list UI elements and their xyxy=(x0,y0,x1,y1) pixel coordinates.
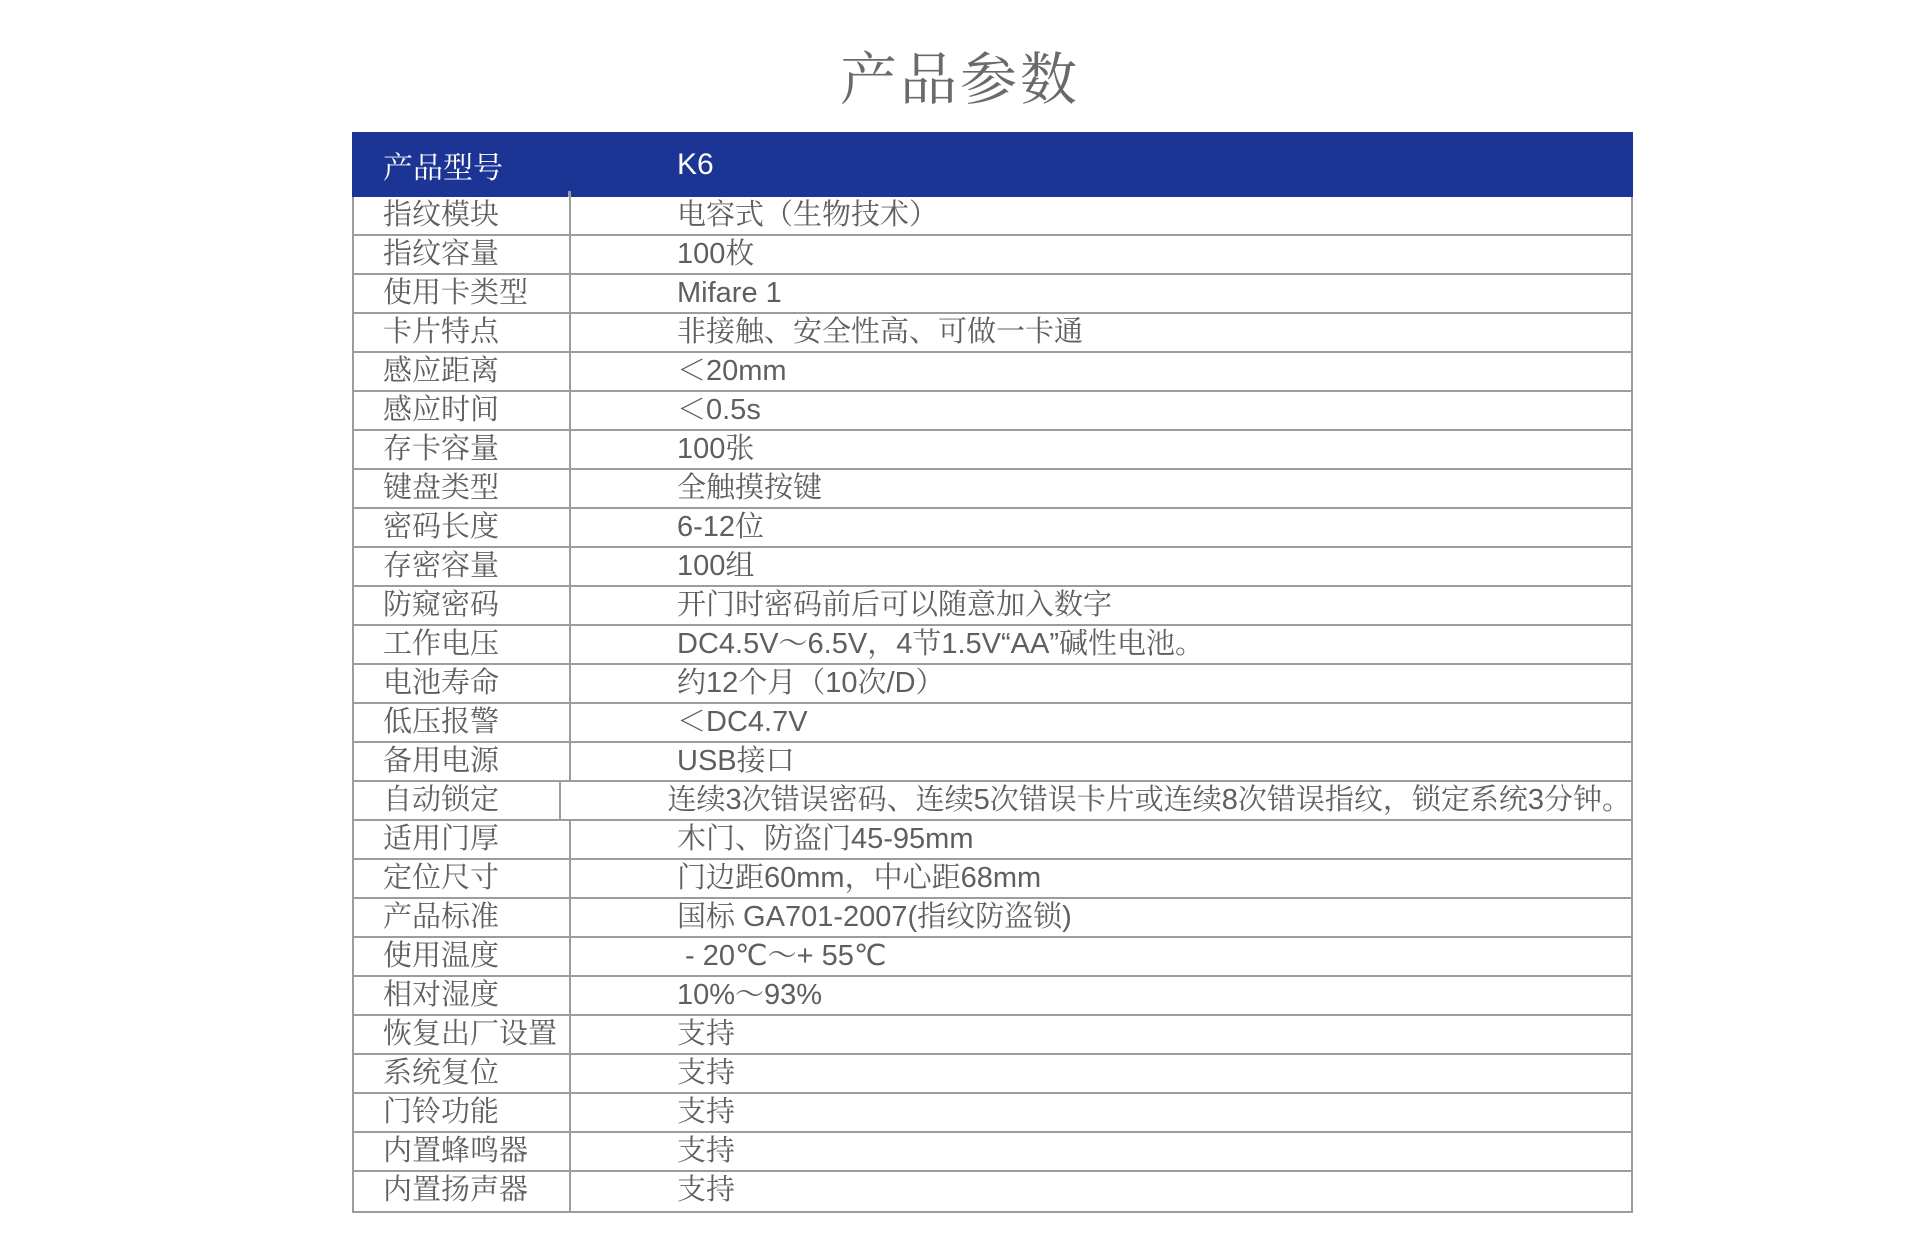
row-value: 6-12位 xyxy=(569,509,1631,546)
table-row xyxy=(354,938,1631,977)
row-value: 全触摸按键 xyxy=(569,470,1631,507)
row-value: 电容式（生物技术） xyxy=(569,197,1631,234)
row-label: 门铃功能 xyxy=(383,1096,500,1128)
table-row xyxy=(354,470,1631,509)
row-label: 防窥密码 xyxy=(383,589,500,621)
row-value: 连续3次错误密码、连续5次错误卡片或连续8次错误指纹，锁定系统3分钟。 xyxy=(559,782,1631,819)
column-divider-tick xyxy=(568,191,571,197)
table-body xyxy=(352,197,1633,1213)
row-value: 支持 xyxy=(569,1016,1631,1053)
row-label: 内置扬声器 xyxy=(383,1174,529,1206)
table-row xyxy=(354,860,1631,899)
row-value: 100张 xyxy=(569,431,1631,468)
header-model-value: K6 xyxy=(677,147,714,181)
row-label: 内置蜂鸣器 xyxy=(383,1135,529,1167)
table-row xyxy=(354,548,1631,587)
row-value: ＜20mm xyxy=(569,353,1631,390)
row-label: 备用电源 xyxy=(383,745,500,777)
row-value: 开门时密码前后可以随意加入数字 xyxy=(569,587,1631,624)
row-value: 100组 xyxy=(569,548,1631,585)
table-row xyxy=(354,626,1631,665)
row-value: 非接触、安全性高、可做一卡通 xyxy=(569,314,1631,351)
row-label: 系统复位 xyxy=(383,1057,500,1089)
row-value: 支持 xyxy=(569,1133,1631,1170)
row-label: 相对湿度 xyxy=(383,979,500,1011)
table-row xyxy=(354,314,1631,353)
row-label: 使用卡类型 xyxy=(383,277,529,309)
table-row xyxy=(354,1133,1631,1172)
row-value: 木门、防盗门45-95mm xyxy=(569,821,1631,858)
row-label: 指纹容量 xyxy=(383,238,500,270)
row-value: 100枚 xyxy=(569,236,1631,273)
table-row xyxy=(354,1055,1631,1094)
row-label: 存卡容量 xyxy=(383,433,500,465)
row-label: 适用门厚 xyxy=(383,823,500,855)
table-row xyxy=(354,509,1631,548)
row-value: ＜DC4.7V xyxy=(569,704,1631,741)
table-row xyxy=(354,743,1631,782)
row-value: ＜0.5s xyxy=(569,392,1631,429)
product-spec-table xyxy=(352,132,1633,1213)
table-header-row xyxy=(352,132,1633,197)
table-row xyxy=(354,236,1631,275)
row-label: 键盘类型 xyxy=(383,472,500,504)
table-row xyxy=(354,587,1631,626)
row-value: 国标 GA701-2007(指纹防盗锁) xyxy=(569,899,1631,936)
row-value: - 20℃～+ 55℃ xyxy=(569,938,1631,975)
header-model-label: 产品型号 xyxy=(383,151,503,185)
table-row xyxy=(354,782,1631,821)
row-label: 低压报警 xyxy=(383,706,500,738)
table-row xyxy=(354,977,1631,1016)
table-row xyxy=(354,899,1631,938)
table-row xyxy=(354,1094,1631,1133)
table-row xyxy=(354,821,1631,860)
row-value: Mifare 1 xyxy=(569,275,1631,312)
table-row xyxy=(354,353,1631,392)
row-label: 定位尺寸 xyxy=(383,862,500,894)
row-value: 支持 xyxy=(569,1094,1631,1131)
row-label: 密码长度 xyxy=(383,511,500,543)
row-value: USB接口 xyxy=(569,743,1631,780)
row-value: 门边距60mm，中心距68mm xyxy=(569,860,1631,897)
table-row xyxy=(354,392,1631,431)
row-label: 工作电压 xyxy=(383,628,500,660)
table-row xyxy=(354,1016,1631,1055)
row-label: 感应距离 xyxy=(383,355,500,387)
row-value: 约12个月（10次/D） xyxy=(569,665,1631,702)
row-label: 感应时间 xyxy=(383,394,500,426)
page-title: 产品参数 xyxy=(840,48,1080,112)
row-label: 使用温度 xyxy=(383,940,500,972)
row-label: 指纹模块 xyxy=(383,199,500,231)
row-value: DC4.5V～6.5V，4节1.5V“AA”碱性电池。 xyxy=(569,626,1631,663)
row-label: 产品标准 xyxy=(383,901,500,933)
table-row xyxy=(354,665,1631,704)
table-row xyxy=(354,1172,1631,1211)
row-label: 恢复出厂设置 xyxy=(383,1018,558,1050)
row-value: 支持 xyxy=(569,1055,1631,1092)
row-value: 10%～93% xyxy=(569,977,1631,1014)
row-label: 自动锁定 xyxy=(383,784,500,816)
row-label: 卡片特点 xyxy=(383,316,500,348)
row-value: 支持 xyxy=(569,1172,1631,1211)
table-row xyxy=(354,197,1631,236)
table-row xyxy=(354,431,1631,470)
table-row xyxy=(354,275,1631,314)
row-label: 电池寿命 xyxy=(383,667,500,699)
table-row xyxy=(354,704,1631,743)
row-label: 存密容量 xyxy=(383,550,500,582)
